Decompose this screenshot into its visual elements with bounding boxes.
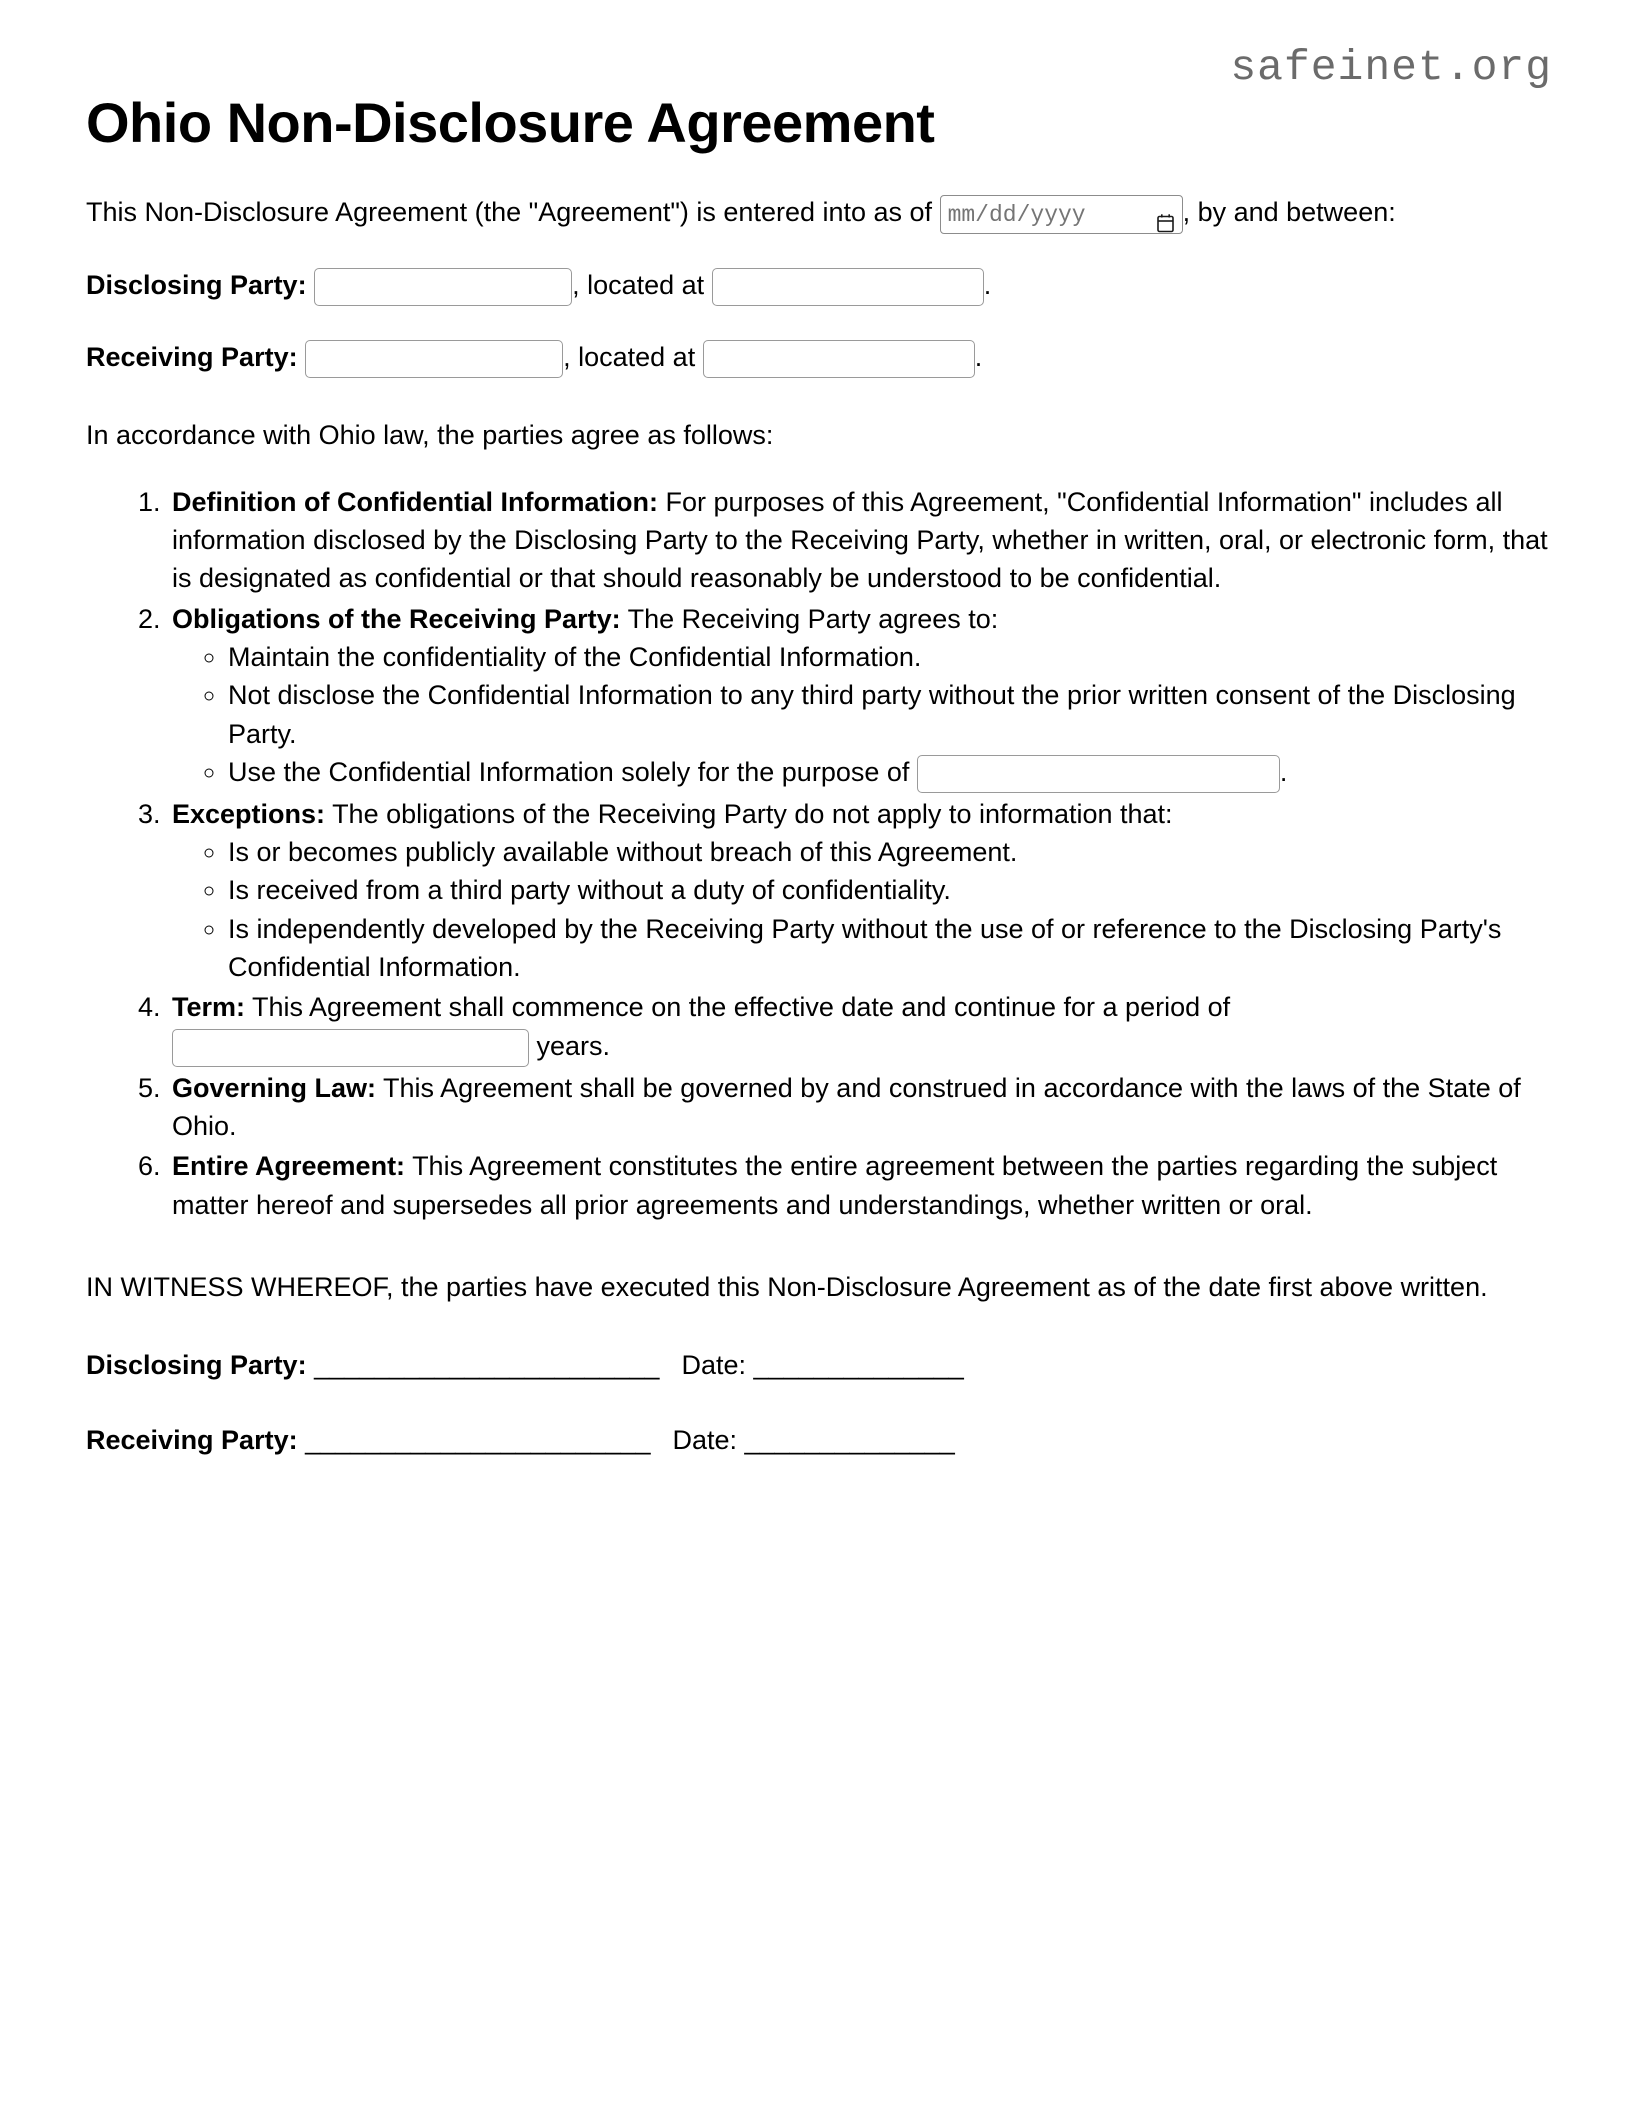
- list-item-with-purpose-input: [228, 753, 1552, 793]
- clause-heading-governing-law: Governing Law:: [172, 1072, 377, 1103]
- signature-date-rule-disclosing[interactable]: ______________: [753, 1350, 964, 1381]
- intro-text-after-date: , by and between:: [1182, 197, 1396, 228]
- purpose-input[interactable]: [917, 755, 1280, 793]
- clause-heading-exceptions: Exceptions:: [172, 798, 326, 829]
- signature-row-receiving: [86, 1425, 1552, 1456]
- clause-item-governing-law: [168, 1069, 1552, 1146]
- clause-item-obligations: [168, 600, 1552, 793]
- disclosing-party-label: Disclosing Party:: [86, 270, 307, 301]
- signature-date-label-receiving: Date:: [672, 1425, 738, 1456]
- disclosing-party-name-input[interactable]: [314, 268, 572, 306]
- list-item: ◦ Is received from a third party without a duty of confidentiality.: [228, 871, 1552, 909]
- signature-label-disclosing: Disclosing Party:: [86, 1350, 307, 1381]
- witness-paragraph: IN WITNESS WHEREOF, the parties have executed this Non-Disclosure Agreement as of the date first above written.: [86, 1271, 1488, 1302]
- clause-body-entire-agreement: This Agreement constitutes the entire agreement between the parties regarding the subject matter hereof and supersedes all prior agreements and understandings, whether written or oral.: [172, 1151, 1498, 1220]
- clause-body-exceptions: The obligations of the Receiving Party do not apply to information that:: [332, 798, 1173, 829]
- signature-date-label-disclosing: Date:: [681, 1350, 746, 1381]
- clause-item-entire-agreement: [168, 1147, 1552, 1224]
- effective-date-input[interactable]: [940, 195, 1183, 234]
- site-watermark: safeinet.org: [1230, 43, 1552, 92]
- disclosing-party-period: .: [983, 270, 992, 301]
- clause-item-term: [168, 988, 1552, 1066]
- disclosing-party-located-at-text: , located at: [572, 270, 705, 301]
- clause-heading-term: Term:: [172, 992, 246, 1023]
- clause-heading-entire-agreement: Entire Agreement:: [172, 1151, 406, 1182]
- intro-text-before-date: This Non-Disclosure Agreement (the "Agreement") is entered into as of: [86, 197, 933, 228]
- receiving-party-address-input[interactable]: [703, 340, 975, 378]
- clause-item-exceptions: [168, 795, 1552, 987]
- clause-list: [86, 483, 1552, 1224]
- accordance-paragraph: In accordance with Ohio law, the parties agree as follows:: [86, 420, 774, 451]
- receiving-party-line: [86, 338, 1552, 378]
- signature-row-disclosing: [86, 1350, 1552, 1381]
- effective-date-wrapper: [940, 194, 1183, 234]
- clause-body-obligations: The Receiving Party agrees to:: [627, 603, 999, 634]
- purpose-period: .: [1279, 756, 1288, 787]
- disclosing-party-address-input[interactable]: [712, 268, 984, 306]
- clause-item-definition: [168, 483, 1552, 598]
- clause-body-governing-law: This Agreement shall be governed by and construed in accordance with the laws of the State of Ohio.: [172, 1072, 1521, 1141]
- intro-paragraph: [86, 193, 1552, 234]
- signature-rule-disclosing[interactable]: _______________________: [314, 1350, 660, 1381]
- signature-label-receiving: Receiving Party:: [86, 1425, 298, 1456]
- receiving-party-name-input[interactable]: [305, 340, 563, 378]
- term-text-after-input: years.: [536, 1030, 611, 1061]
- term-years-input[interactable]: [172, 1029, 529, 1067]
- receiving-party-label: Receiving Party:: [86, 342, 298, 373]
- list-item: ◦ Is independently developed by the Receiving Party without the use of or reference to the Disclosing Party's Confidential Information.: [228, 910, 1552, 987]
- receiving-party-located-at-text: , located at: [563, 342, 696, 373]
- page-title: Ohio Non-Disclosure Agreement: [86, 91, 935, 154]
- clause-heading-definition: Definition of Confidential Information:: [172, 486, 658, 517]
- list-item: ◦ Not disclose the Confidential Information to any third party without the prior written consent of the Disclosing Party.: [228, 676, 1552, 753]
- clause-heading-obligations: Obligations of the Receiving Party:: [172, 603, 621, 634]
- receiving-party-period: .: [974, 342, 983, 373]
- signature-date-rule-receiving[interactable]: ______________: [744, 1425, 955, 1456]
- clause-body-definition: For purposes of this Agreement, "Confidential Information" includes all information disclosed by the Disclosing Party to the Receiving Party, whether in written, oral, or electronic form, that is designated as confidential or that should reasonably be understood to be confidential.: [172, 486, 1548, 594]
- obligations-bullet-list: [172, 638, 1552, 793]
- signature-rule-receiving[interactable]: _______________________: [305, 1425, 651, 1456]
- list-item: ◦ Maintain the confidentiality of the Confidential Information.: [228, 638, 1552, 676]
- list-item: ◦ Is or becomes publicly available without breach of this Agreement.: [228, 833, 1552, 871]
- disclosing-party-line: [86, 266, 1552, 306]
- term-text-before-input: This Agreement shall commence on the effective date and continue for a period of: [252, 992, 1231, 1023]
- purpose-text-before: Use the Confidential Information solely for the purpose of: [228, 756, 910, 787]
- exceptions-bullet-list: [172, 833, 1552, 986]
